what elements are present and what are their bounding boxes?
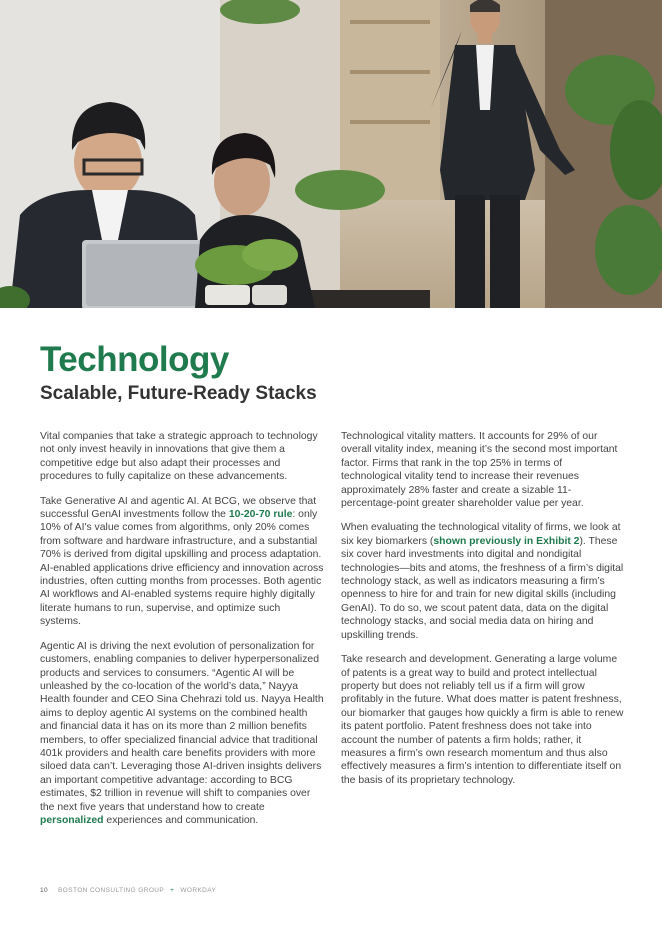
- text-run: Agentic AI is driving the next evolution of personalization for customers, enabling companies to deliver hyperpersonalized products and services to consumers. “Agentic AI will be unleashed by the co-location of the world’s data,” Nayya Health founder and CEO Sina Chehrazi told us. Nayya Health aims to deploy agentic AI systems on the combined health and financial data it has on its more than 2 million benefits members, to offer specialized financial advice that traditional 401k providers and health care benefits providers with more siloed data can’t. Leveraging those AI-driven insights delivers an important competitive advantage: according to BCG estimates, $2 trillion in revenue will shift to companies over the next five years that understand how to create: [40, 640, 324, 813]
- page-title: Technology: [40, 340, 229, 379]
- text-run: When evaluating the technological vitality of firms, we look at six key biomarkers (: [341, 522, 621, 547]
- page-footer: [40, 887, 216, 894]
- office-photo: [0, 0, 662, 308]
- link-personalized[interactable]: personalized: [40, 814, 104, 826]
- paragraph: Technological vitality matters. It accounts for 29% of our overall vitality index, meaning it’s the second most important factor. Firms that rank in the top 25% in terms of technological vitality tend to increase their revenues approximately 28% faster and create a sizable 11-percentage-point greater shareholder value per year.: [341, 431, 618, 510]
- text-run: : only 10% of AI's value comes from algorithms, only 20% comes from software and hardware infrastructure, and a substantial 70% is derived from digital upskilling and process adaptation. AI-enabled applications drive efficiency and innovation across industries, often cutting months from processes. Both agentic AI workflows and AI-enabled systems require highly digitally literate humans to run, supervise, and optimize such systems.: [40, 509, 324, 628]
- page-subtitle: Scalable, Future-Ready Stacks: [40, 383, 317, 404]
- text-run: experiences and communication.: [103, 814, 259, 826]
- paragraph: Take research and development. Generating a large volume of patents is a great way to build and protect intellectual property but does not reliably tell us if a firm will grow profitably in the future. What does matter is patent freshness, our biomarker that gauges how quickly a firm is able to renew its patent portfolio. Patent freshness does not take into account the number of patents a firm holds; rather, it measures a firm’s own research momentum and thus also effectively measures a firm’s intention to differentiate itself on the basis of its proprietary technology.: [341, 654, 624, 786]
- paragraph: [40, 640, 324, 828]
- page-number: 10: [40, 887, 49, 894]
- link-exhibit-2[interactable]: shown previously in Exhibit 2: [433, 535, 580, 547]
- footer-separator: +: [170, 887, 175, 894]
- footer-publisher: BOSTON CONSULTING GROUP: [58, 887, 165, 894]
- right-column: [341, 430, 625, 798]
- footer-partner: WORKDAY: [180, 887, 217, 894]
- paragraph: Vital companies that take a strategic approach to technology not only invest heavily in innovations that give them a competitive edge but also adapt their processes and procedures to fully capitalize on these advancements.: [40, 431, 318, 483]
- left-column: [40, 430, 324, 838]
- paragraph: [341, 521, 625, 642]
- text-run: Take Generative AI and agentic AI. At BCG, we observe that successful GenAI investments follow the: [40, 495, 317, 521]
- link-10-20-70-rule[interactable]: 10-20-70 rule: [228, 509, 293, 521]
- paragraph: [40, 495, 324, 629]
- text-run: ). These six cover hard investments into digital and nondigital technologies—bits and atoms, the freshness of a firm’s digital technology stack, as well as indicators measuring a firm’s openness to hire for and train for new digital skills (including GenAI). To do so, we scout patent data, data on the digital technology stacks, and social media data on hiring and upskilling trends.: [341, 535, 624, 641]
